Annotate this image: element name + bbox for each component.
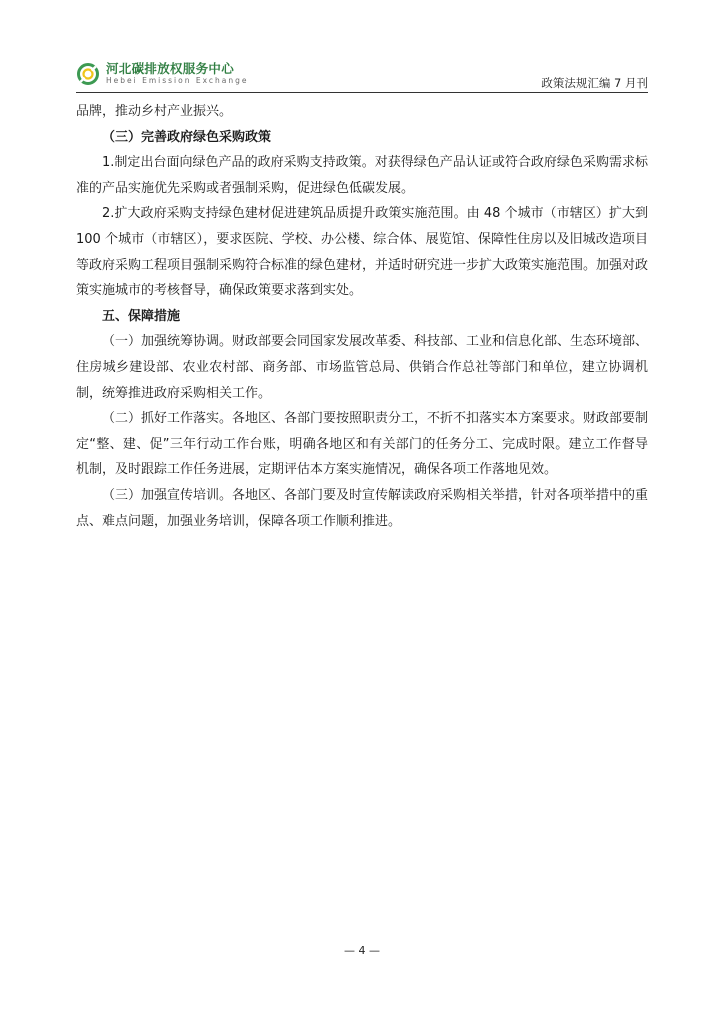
header-divider — [76, 92, 648, 93]
org-name: 河北碳排放权服务中心 — [106, 61, 235, 76]
paragraph-continuation: 品牌，推动乡村产业振兴。 — [76, 104, 233, 119]
org-name-en: Hebei Emission Exchange — [106, 76, 249, 85]
chapter-heading: 五、保障措施 — [102, 308, 181, 324]
org-logo-icon — [76, 62, 100, 86]
paragraph: （一）加强统筹协调。财政部要会同国家发展改革委、科技部、工业和信息化部、生态环境部、住房城乡建设部、农业农村部、商务部、市场监管总局、供销合作总社等部门和单位，建立协调机制，统筹推进政府采购相关工作。 — [76, 334, 649, 401]
paragraph: （三）加强宣传培训。各地区、各部门要及时宣传解读政府采购相关举措，针对各项举措中的重点、难点问题，加强业务培训，保障各项工作顺利推进。 — [76, 487, 649, 529]
paragraph: 2.扩大政府采购支持绿色建材促进建筑品质提升政策实施范围。由 48 个城市（市辖区）扩大到 100 个城市（市辖区），要求医院、学校、办公楼、综合体、展览馆、保障性住房以及旧城改造项目等政府采购工程项目强制采购符合标准的绿色建材，并适时研究进一步扩大政策实施范围。加强对政策实施城市的考核督导，确保政策要求落到实处。 — [76, 206, 649, 299]
page-header — [76, 56, 648, 92]
paragraph: （二）抓好工作落实。各地区、各部门要按照职责分工，不折不扣落实本方案要求。财政部要制定“整、建、促”三年行动工作台账，明确各地区和有关部门的任务分工、完成时限。建立工作督导机制，及时跟踪工作任务进展，定期评估本方案实施情况，确保各项工作落地见效。 — [76, 411, 649, 478]
page-number: — 4 — — [344, 944, 380, 957]
journal-title: 政策法规汇编 7 月刊 — [541, 76, 648, 90]
document-body — [76, 99, 648, 534]
section-heading: （三）完善政府绿色采购政策 — [102, 129, 272, 145]
paragraph: 1.制定出台面向绿色产品的政府采购支持政策。对获得绿色产品认证或符合政府绿色采购需求标准的产品实施优先采购或者强制采购，促进绿色低碳发展。 — [76, 155, 648, 196]
